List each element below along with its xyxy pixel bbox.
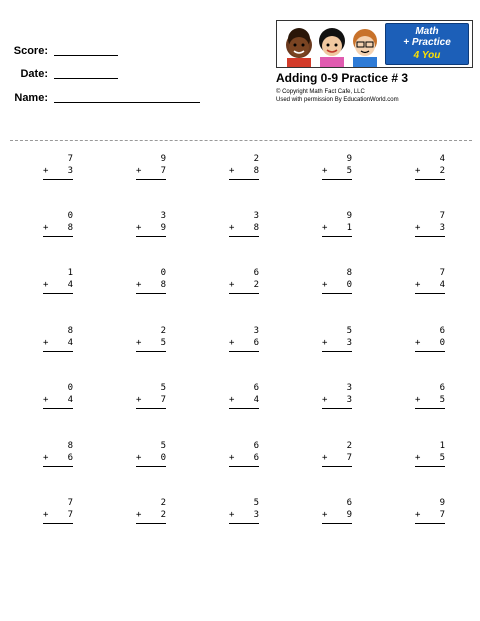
answer-rule — [43, 466, 73, 467]
addend-bottom-row — [229, 452, 259, 464]
problem-3-1 — [43, 267, 73, 294]
addend-bottom: 8 — [67, 223, 73, 233]
problem-5-1 — [43, 382, 73, 409]
answer-rule — [415, 523, 445, 524]
addend-bottom: 4 — [67, 395, 73, 405]
score-line[interactable] — [54, 45, 118, 56]
problem-4-4 — [322, 325, 352, 352]
answer-rule — [136, 351, 166, 352]
addend-top: 3 — [160, 211, 166, 221]
addend-bottom: 4 — [67, 280, 73, 290]
problem-4-1 — [43, 325, 73, 352]
addend-bottom-row — [136, 337, 166, 349]
problem-7-5 — [415, 497, 445, 524]
answer-rule — [322, 236, 352, 237]
addend-bottom: 8 — [160, 280, 166, 290]
problem-6-5 — [415, 440, 445, 467]
addend-top: 3 — [253, 211, 259, 221]
problem-2-2 — [136, 210, 166, 237]
plus-operator: + — [322, 338, 328, 348]
plus-operator: + — [136, 338, 142, 348]
plus-operator: + — [43, 395, 49, 405]
addend-top: 5 — [346, 326, 352, 336]
answer-rule — [322, 179, 352, 180]
addend-top: 8 — [67, 441, 73, 451]
problem-6-3 — [229, 440, 259, 467]
plus-operator: + — [229, 453, 235, 463]
addend-bottom-row — [415, 222, 445, 234]
answer-rule — [415, 293, 445, 294]
answer-rule — [136, 466, 166, 467]
answer-rule — [229, 293, 259, 294]
plus-operator: + — [136, 223, 142, 233]
addend-top: 2 — [160, 498, 166, 508]
plus-operator: + — [43, 453, 49, 463]
plus-operator: + — [415, 395, 421, 405]
addend-bottom-row — [322, 165, 352, 177]
problem-6-2 — [136, 440, 166, 467]
plus-operator: + — [43, 510, 49, 520]
answer-rule — [136, 523, 166, 524]
addend-top: 6 — [253, 383, 259, 393]
addend-top: 7 — [67, 154, 73, 164]
addend-bottom: 3 — [67, 166, 73, 176]
plus-operator: + — [43, 280, 49, 290]
copyright-line: © Copyright Math Fact Cafe, LLC — [276, 89, 365, 95]
plus-operator: + — [322, 510, 328, 520]
problem-3-4 — [322, 267, 352, 294]
problem-5-5 — [415, 382, 445, 409]
plus-operator: + — [415, 510, 421, 520]
answer-rule — [229, 236, 259, 237]
logo-line-4you: 4 You — [413, 50, 441, 61]
addend-bottom-row — [229, 165, 259, 177]
plus-operator: + — [415, 166, 421, 176]
addend-bottom-row — [43, 279, 73, 291]
answer-rule — [136, 236, 166, 237]
problem-4-5 — [415, 325, 445, 352]
addend-bottom: 7 — [67, 510, 73, 520]
addend-top: 8 — [67, 326, 73, 336]
addend-top: 6 — [253, 268, 259, 278]
addend-bottom-row — [322, 222, 352, 234]
addend-bottom: 9 — [346, 510, 352, 520]
problem-2-3 — [229, 210, 259, 237]
score-label: Score: — [13, 45, 48, 57]
addend-bottom: 5 — [439, 453, 445, 463]
addend-top: 1 — [67, 268, 73, 278]
permission-line: Used with permission By EducationWorld.com — [276, 97, 399, 103]
addend-bottom: 2 — [253, 280, 259, 290]
plus-operator: + — [415, 453, 421, 463]
addend-bottom-row — [415, 452, 445, 464]
addend-bottom: 6 — [67, 453, 73, 463]
addend-bottom: 2 — [439, 166, 445, 176]
addend-bottom-row — [136, 279, 166, 291]
addend-bottom: 6 — [253, 453, 259, 463]
answer-rule — [322, 293, 352, 294]
addend-bottom-row — [415, 394, 445, 406]
answer-rule — [322, 351, 352, 352]
date-label: Date: — [20, 68, 48, 80]
addend-bottom: 2 — [160, 510, 166, 520]
addend-bottom-row — [136, 452, 166, 464]
addend-bottom-row — [322, 452, 352, 464]
addend-bottom-row — [322, 509, 352, 521]
addend-top: 5 — [253, 498, 259, 508]
addend-bottom: 3 — [346, 338, 352, 348]
problem-7-3 — [229, 497, 259, 524]
addend-top: 6 — [253, 441, 259, 451]
addend-bottom-row — [136, 394, 166, 406]
name-line[interactable] — [54, 92, 200, 103]
addend-bottom-row — [322, 279, 352, 291]
problem-1-1 — [43, 153, 73, 180]
addend-bottom-row — [229, 279, 259, 291]
answer-rule — [43, 236, 73, 237]
answer-rule — [322, 408, 352, 409]
problem-3-5 — [415, 267, 445, 294]
addend-bottom-row — [136, 509, 166, 521]
addend-top: 5 — [160, 441, 166, 451]
addend-bottom-row — [136, 222, 166, 234]
addend-bottom-row — [415, 165, 445, 177]
addend-top: 0 — [160, 268, 166, 278]
answer-rule — [229, 351, 259, 352]
addend-bottom: 4 — [67, 338, 73, 348]
plus-operator: + — [229, 338, 235, 348]
addend-bottom: 5 — [160, 338, 166, 348]
addend-bottom-row — [322, 394, 352, 406]
addend-top: 7 — [439, 211, 445, 221]
addend-top: 3 — [346, 383, 352, 393]
addend-top: 0 — [67, 383, 73, 393]
kids-illustration-icon — [277, 21, 385, 67]
problem-1-4 — [322, 153, 352, 180]
addend-top: 9 — [346, 211, 352, 221]
addend-bottom: 5 — [439, 395, 445, 405]
plus-operator: + — [136, 453, 142, 463]
plus-operator: + — [415, 338, 421, 348]
plus-operator: + — [322, 395, 328, 405]
answer-rule — [43, 179, 73, 180]
addend-top: 2 — [253, 154, 259, 164]
answer-rule — [229, 523, 259, 524]
addend-top: 3 — [253, 326, 259, 336]
addend-bottom-row — [229, 222, 259, 234]
addend-bottom: 7 — [160, 166, 166, 176]
addend-bottom-row — [415, 509, 445, 521]
addend-top: 4 — [439, 154, 445, 164]
addend-bottom-row — [43, 509, 73, 521]
problem-4-3 — [229, 325, 259, 352]
math-practice-banner — [276, 20, 473, 68]
answer-rule — [136, 408, 166, 409]
problem-7-2 — [136, 497, 166, 524]
addend-top: 2 — [346, 441, 352, 451]
problem-7-4 — [322, 497, 352, 524]
plus-operator: + — [322, 223, 328, 233]
problem-3-3 — [229, 267, 259, 294]
addend-bottom: 4 — [253, 395, 259, 405]
addend-bottom-row — [43, 165, 73, 177]
addend-bottom: 3 — [253, 510, 259, 520]
problem-2-5 — [415, 210, 445, 237]
addend-bottom: 5 — [346, 166, 352, 176]
addend-top: 9 — [346, 154, 352, 164]
answer-rule — [229, 466, 259, 467]
addend-bottom: 0 — [160, 453, 166, 463]
problem-1-3 — [229, 153, 259, 180]
answer-rule — [43, 523, 73, 524]
addend-bottom: 3 — [439, 223, 445, 233]
addend-top: 9 — [439, 498, 445, 508]
addend-top: 2 — [160, 326, 166, 336]
problem-6-1 — [43, 440, 73, 467]
answer-rule — [415, 466, 445, 467]
problem-4-2 — [136, 325, 166, 352]
plus-operator: + — [229, 280, 235, 290]
problem-2-4 — [322, 210, 352, 237]
addend-bottom: 7 — [160, 395, 166, 405]
plus-operator: + — [229, 510, 235, 520]
addend-bottom: 8 — [253, 166, 259, 176]
addend-top: 9 — [160, 154, 166, 164]
addend-bottom-row — [322, 337, 352, 349]
addend-bottom-row — [136, 165, 166, 177]
answer-rule — [43, 408, 73, 409]
addend-bottom-row — [229, 394, 259, 406]
plus-operator: + — [136, 395, 142, 405]
addend-bottom: 7 — [439, 510, 445, 520]
answer-rule — [43, 293, 73, 294]
answer-rule — [136, 179, 166, 180]
math-practice-logo — [385, 23, 469, 65]
plus-operator: + — [43, 338, 49, 348]
addend-bottom: 7 — [346, 453, 352, 463]
plus-operator: + — [229, 223, 235, 233]
addend-bottom-row — [415, 337, 445, 349]
answer-rule — [229, 179, 259, 180]
worksheet-title: Adding 0-9 Practice # 3 — [276, 71, 409, 85]
answer-rule — [415, 236, 445, 237]
addend-bottom: 6 — [253, 338, 259, 348]
addend-top: 5 — [160, 383, 166, 393]
addend-bottom: 0 — [439, 338, 445, 348]
date-line[interactable] — [54, 68, 118, 79]
addend-bottom-row — [43, 394, 73, 406]
addend-bottom: 3 — [346, 395, 352, 405]
problem-7-1 — [43, 497, 73, 524]
name-label: Name: — [14, 92, 48, 104]
problem-3-2 — [136, 267, 166, 294]
problem-6-4 — [322, 440, 352, 467]
addend-top: 6 — [439, 383, 445, 393]
answer-rule — [136, 293, 166, 294]
addend-bottom-row — [43, 222, 73, 234]
addend-bottom-row — [415, 279, 445, 291]
plus-operator: + — [43, 166, 49, 176]
answer-rule — [415, 351, 445, 352]
addend-bottom: 4 — [439, 280, 445, 290]
addend-bottom: 1 — [346, 223, 352, 233]
addend-bottom: 0 — [346, 280, 352, 290]
addend-bottom: 8 — [253, 223, 259, 233]
answer-rule — [229, 408, 259, 409]
plus-operator: + — [229, 166, 235, 176]
name-field — [8, 92, 200, 104]
problem-5-4 — [322, 382, 352, 409]
addend-top: 7 — [67, 498, 73, 508]
answer-rule — [43, 351, 73, 352]
addend-top: 0 — [67, 211, 73, 221]
plus-operator: + — [136, 510, 142, 520]
plus-operator: + — [136, 280, 142, 290]
addend-top: 1 — [439, 441, 445, 451]
answer-rule — [322, 466, 352, 467]
copyright-text — [276, 88, 399, 104]
plus-operator: + — [415, 223, 421, 233]
plus-operator: + — [322, 166, 328, 176]
answer-rule — [415, 179, 445, 180]
problem-1-5 — [415, 153, 445, 180]
plus-operator: + — [322, 453, 328, 463]
problem-5-2 — [136, 382, 166, 409]
logo-line-math: Math — [415, 26, 439, 37]
problem-5-3 — [229, 382, 259, 409]
score-field — [8, 45, 118, 57]
addend-top: 8 — [346, 268, 352, 278]
addend-top: 6 — [439, 326, 445, 336]
addend-bottom: 9 — [160, 223, 166, 233]
addend-top: 7 — [439, 268, 445, 278]
addend-bottom-row — [229, 509, 259, 521]
plus-operator: + — [229, 395, 235, 405]
header-divider — [10, 140, 472, 141]
date-field — [8, 68, 118, 80]
addend-bottom-row — [43, 337, 73, 349]
addend-bottom-row — [229, 337, 259, 349]
problem-2-1 — [43, 210, 73, 237]
answer-rule — [322, 523, 352, 524]
addend-top: 6 — [346, 498, 352, 508]
plus-operator: + — [43, 223, 49, 233]
problem-1-2 — [136, 153, 166, 180]
plus-operator: + — [136, 166, 142, 176]
plus-operator: + — [415, 280, 421, 290]
plus-operator: + — [322, 280, 328, 290]
logo-line-practice: + Practice — [403, 37, 451, 48]
addend-bottom-row — [43, 452, 73, 464]
answer-rule — [415, 408, 445, 409]
